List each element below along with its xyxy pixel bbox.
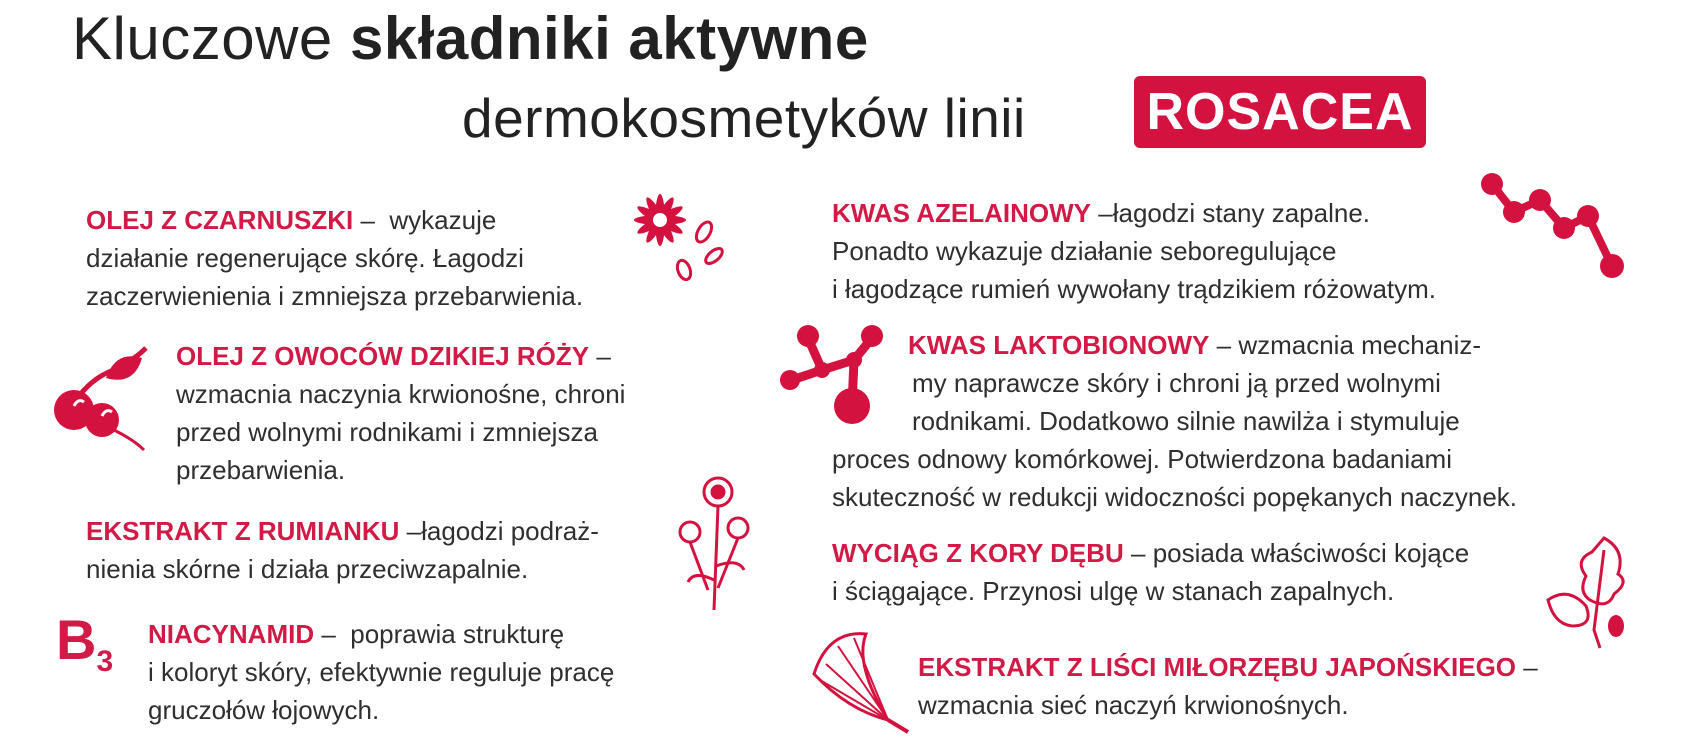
ingredient-name: KWAS AZELAINOWY <box>832 198 1092 228</box>
brand-badge: ROSACEA <box>1134 76 1426 148</box>
ingredient-chamomile: EKSTRAKT Z RUMIANKU –łagodzi podraż- nienia skórne i działa przeciwzapalnie. <box>86 516 599 584</box>
ingredient-name: EKSTRAKT Z LIŚCI MIŁORZĘBU JAPOŃSKIEGO <box>918 652 1517 682</box>
ingredient-rosehip-oil: OLEJ Z OWOCÓW DZIKIEJ RÓŻY – wzmacnia naczynia krwionośne, chroni przed wolnymi rodnikami i zmniejsza przebarwienia. <box>176 341 626 485</box>
page-title <box>72 4 869 73</box>
ingredient-name: KWAS LAKTOBIONOWY <box>908 330 1210 360</box>
rosehip-icon <box>44 340 154 455</box>
ingredient-ginkgo: EKSTRAKT Z LIŚCI MIŁORZĘBU JAPOŃSKIEGO – wzmacnia sieć naczyń krwionośnych. <box>918 652 1538 720</box>
ingredient-azelaic-acid: KWAS AZELAINOWY –łagodzi stany zapalne. Ponadto wykazuje działanie seboregulujące i łagodzące rumień wywołany trądzikiem różowatym. <box>832 198 1437 304</box>
ingredient-name: EKSTRAKT Z RUMIANKU <box>86 516 400 546</box>
molecule-icon <box>778 320 898 430</box>
ingredient-lactobionic-acid: KWAS LAKTOBIONOWY – wzmacnia mechaniz- my naprawcze skóry i chroni ją przed wolnymi rodnikami. Dodatkowo silnie nawilża i stymuluje proces odnowy komórkowej. Potwierdzona badaniami skuteczność w redukcji widoczności popękanych naczynek. <box>832 330 1518 512</box>
ingredient-name: OLEJ Z CZARNUSZKI <box>86 205 354 235</box>
ginkgo-leaf-icon <box>808 624 918 734</box>
title-light: Kluczowe <box>72 5 350 72</box>
ingredient-oak-bark: WYCIĄG Z KORY DĘBU – posiada właściwości kojące i ściągające. Przynosi ulgę w stanach zapalnych. <box>832 538 1470 606</box>
oak-leaf-icon <box>1534 530 1644 650</box>
ingredient-name: WYCIĄG Z KORY DĘBU <box>832 538 1124 568</box>
ingredient-name: NIACYNAMID <box>148 619 315 649</box>
page-subtitle: dermokosmetyków linii <box>462 87 1026 149</box>
ingredient-name: OLEJ Z OWOCÓW DZIKIEJ RÓŻY <box>176 341 590 371</box>
chamomile-icon <box>668 470 760 620</box>
ingredient-niacinamide: NIACYNAMID – poprawia strukturę i koloryt skóry, efektywnie reguluje pracę gruczołów łojowych. <box>148 619 615 725</box>
title-bold: składniki aktywne <box>349 5 869 72</box>
vitamin-b3-label: $B_3$ <box>56 608 114 678</box>
ingredient-black-cumin: OLEJ Z CZARNUSZKI – wykazuje działanie regenerujące skórę. Łagodzi zaczerwienienia i zmniejsza przebarwienia. <box>86 205 584 311</box>
molecule-chain-icon <box>1478 170 1628 285</box>
black-cumin-flower-icon <box>612 172 732 292</box>
